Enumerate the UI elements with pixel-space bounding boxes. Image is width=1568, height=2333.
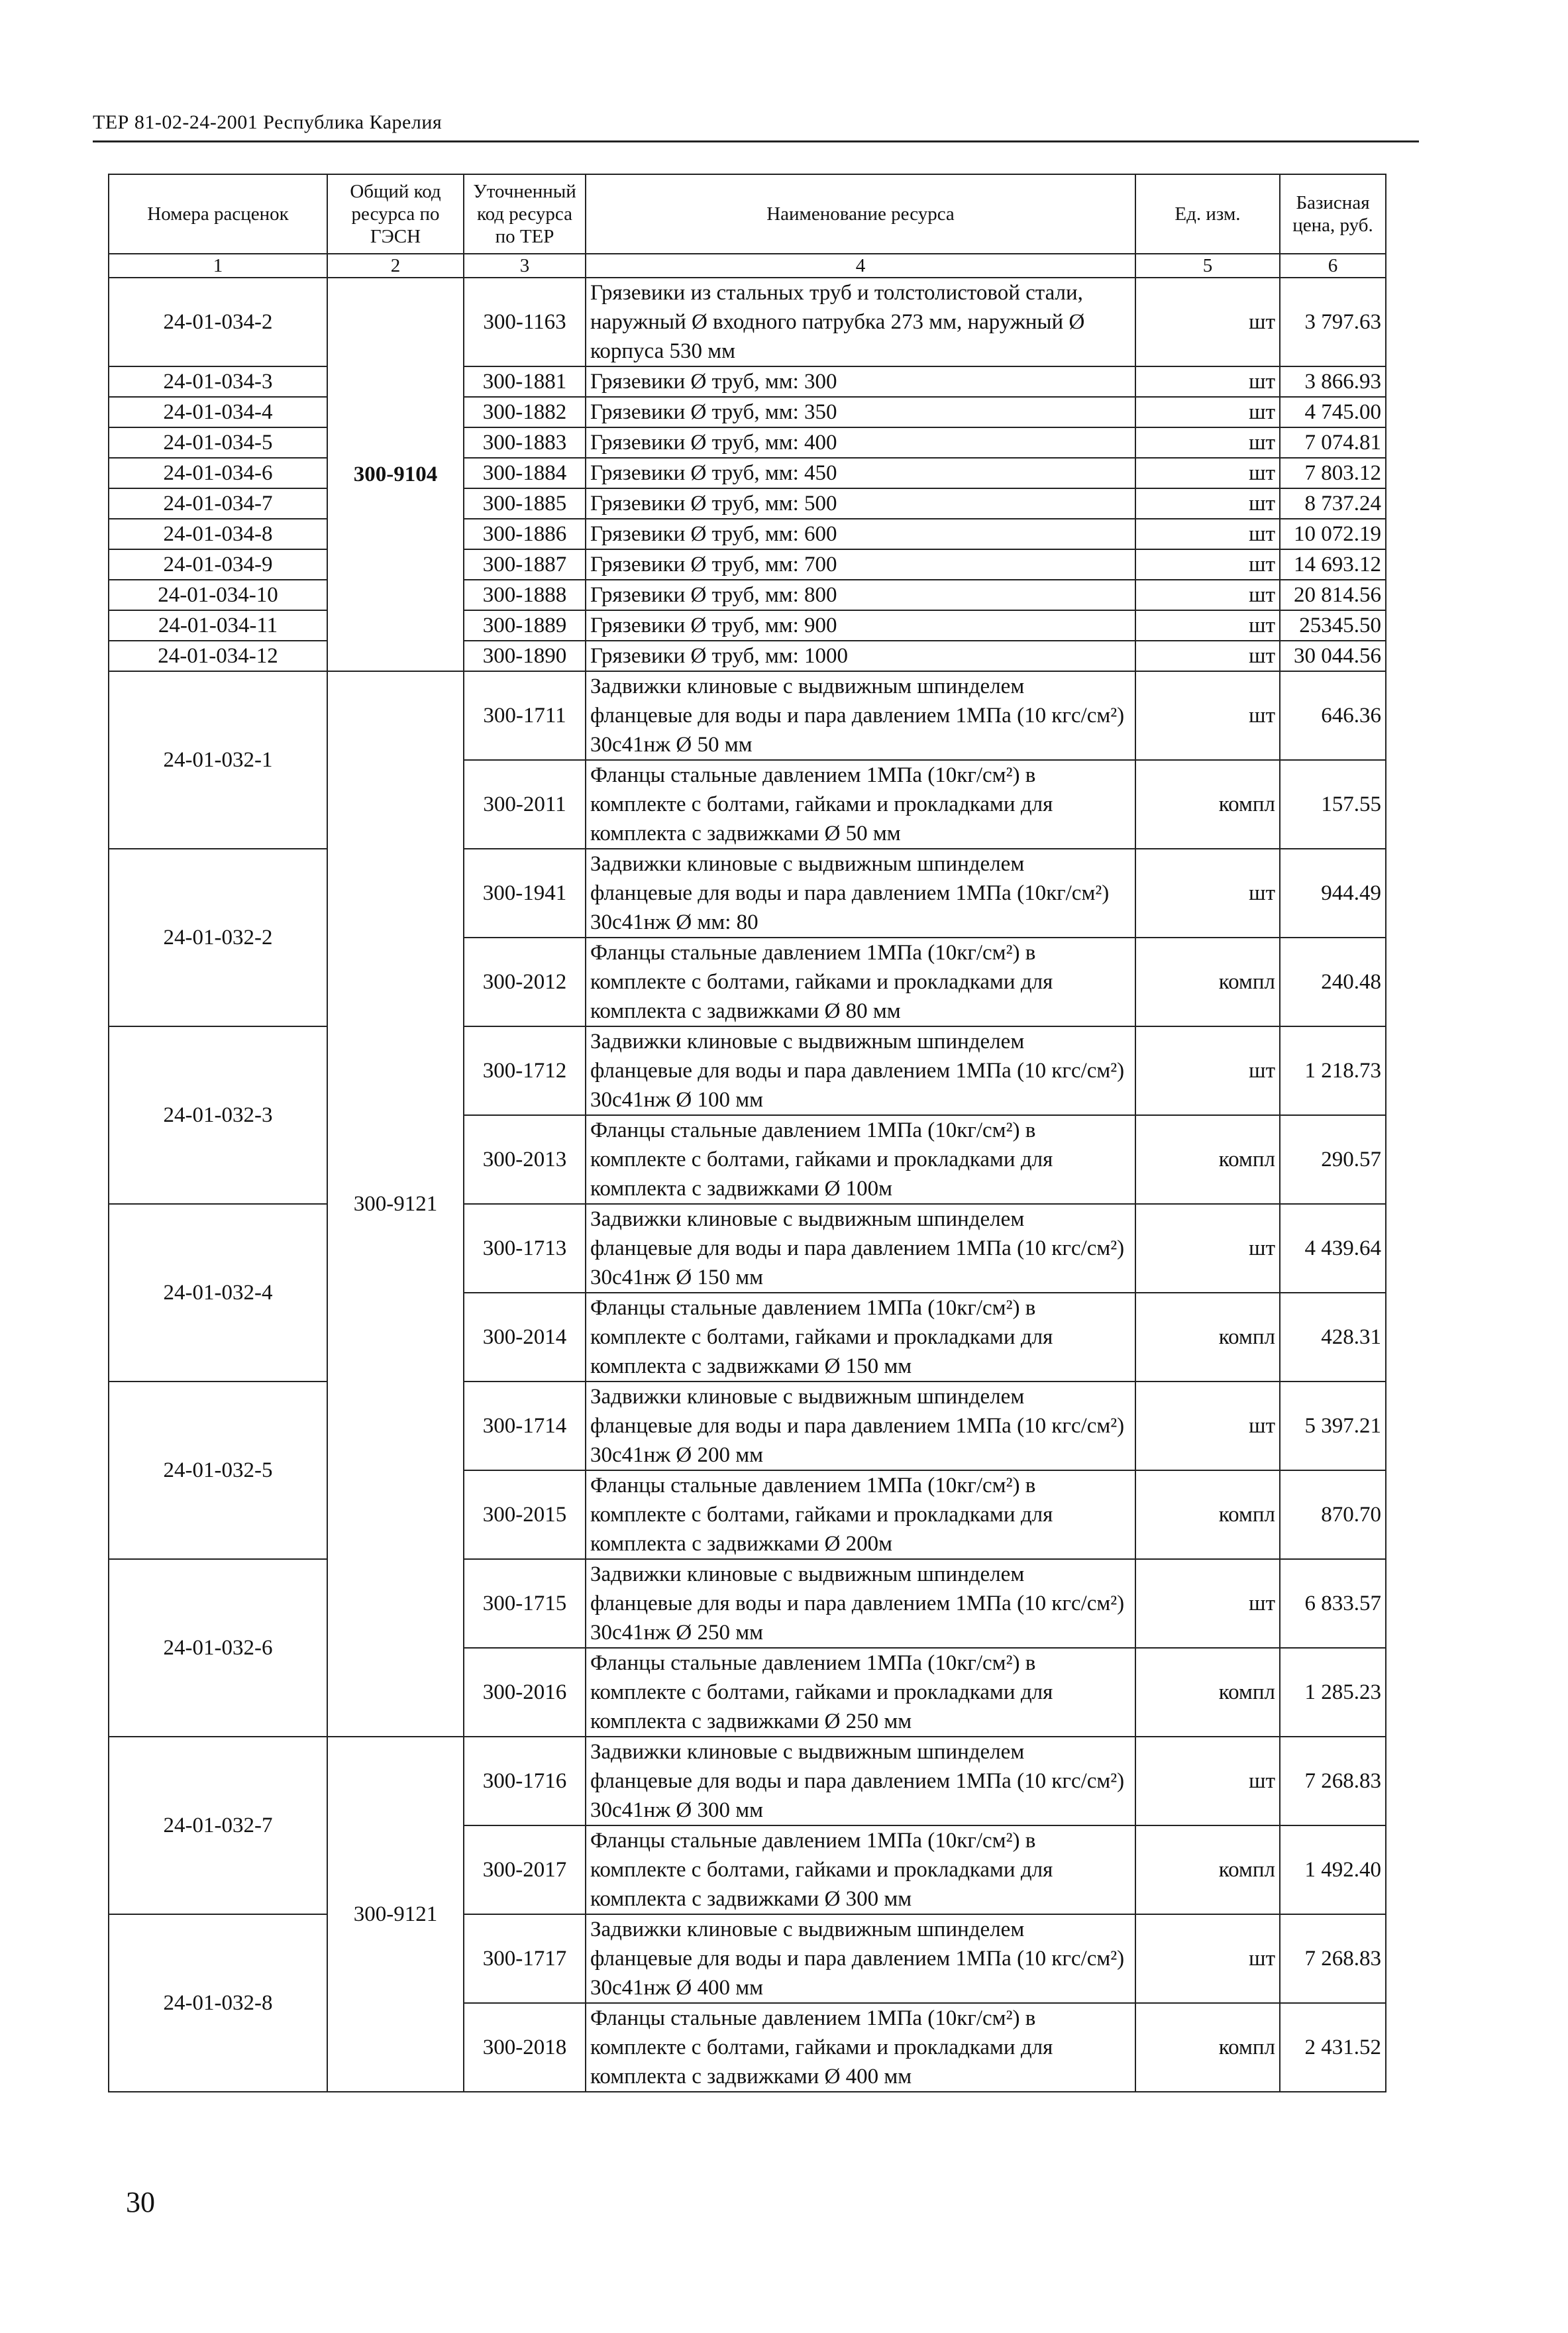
resource-name: Фланцы стальные давлением 1МПа (10кг/см²) в комплекте с болтами, гайками и прокладками для комплекта с задвижками Ø 200м: [586, 1470, 1135, 1559]
unit: компл: [1135, 760, 1280, 849]
unit: компл: [1135, 938, 1280, 1026]
base-price: 240.48: [1280, 938, 1386, 1026]
resource-code: 300-1716: [464, 1737, 586, 1825]
table-row: [109, 641, 1386, 671]
resource-name: Задвижки клиновые с выдвижным шпинделем фланцевые для воды и пара давлением 1МПа (10 кгс/см²) 30с41нж Ø 250 мм: [586, 1559, 1135, 1648]
unit: шт: [1135, 366, 1280, 397]
resource-code: 300-1888: [464, 580, 586, 610]
resource-code: 300-1881: [464, 366, 586, 397]
resource-code: 300-1889: [464, 610, 586, 641]
unit: шт: [1135, 1914, 1280, 2003]
base-price: 8 737.24: [1280, 488, 1386, 519]
gesn-code: 300-9104: [327, 278, 464, 671]
table-row: [109, 671, 1386, 760]
rate-code: 24-01-034-10: [109, 580, 327, 610]
unit: шт: [1135, 1382, 1280, 1470]
resource-name: Грязевики из стальных труб и толстолистовой стали, наружный Ø входного патрубка 273 мм, наружный Ø корпуса 530 мм: [586, 278, 1135, 366]
col-header: Базисная цена, руб.: [1280, 174, 1386, 254]
rate-code: 24-01-034-4: [109, 397, 327, 427]
unit: шт: [1135, 1559, 1280, 1648]
rate-code: 24-01-032-3: [109, 1026, 327, 1204]
base-price: 30 044.56: [1280, 641, 1386, 671]
resource-name: Грязевики Ø труб, мм: 450: [586, 458, 1135, 488]
base-price: 10 072.19: [1280, 519, 1386, 549]
base-price: 7 268.83: [1280, 1914, 1386, 2003]
rate-code: 24-01-034-7: [109, 488, 327, 519]
table-row: [109, 1559, 1386, 1648]
resource-code: 300-1715: [464, 1559, 586, 1648]
resource-name: Задвижки клиновые с выдвижным шпинделем фланцевые для воды и пара давлением 1МПа (10 кгс/см²) 30с41нж Ø 100 мм: [586, 1026, 1135, 1115]
resource-code: 300-1887: [464, 549, 586, 580]
col-number: 6: [1280, 254, 1386, 278]
rate-code: 24-01-032-7: [109, 1737, 327, 1914]
table-row: [109, 1204, 1386, 1293]
base-price: 428.31: [1280, 1293, 1386, 1382]
unit: компл: [1135, 2003, 1280, 2092]
rate-code: 24-01-032-1: [109, 671, 327, 849]
table-row: [109, 366, 1386, 397]
unit: шт: [1135, 488, 1280, 519]
base-price: 1 218.73: [1280, 1026, 1386, 1115]
rate-code: 24-01-034-8: [109, 519, 327, 549]
base-price: 157.55: [1280, 760, 1386, 849]
base-price: 7 268.83: [1280, 1737, 1386, 1825]
resource-name: Фланцы стальные давлением 1МПа (10кг/см²) в комплекте с болтами, гайками и прокладками для комплекта с задвижками Ø 50 мм: [586, 760, 1135, 849]
rate-code: 24-01-032-8: [109, 1914, 327, 2092]
rate-code: 24-01-032-4: [109, 1204, 327, 1382]
base-price: 1 492.40: [1280, 1825, 1386, 1914]
resource-name: Задвижки клиновые с выдвижным шпинделем фланцевые для воды и пара давлением 1МПа (10 кгс/см²) 30с41нж Ø 150 мм: [586, 1204, 1135, 1293]
resource-code: 300-1890: [464, 641, 586, 671]
resource-name: Грязевики Ø труб, мм: 900: [586, 610, 1135, 641]
unit: шт: [1135, 549, 1280, 580]
col-number: 2: [327, 254, 464, 278]
unit: шт: [1135, 1026, 1280, 1115]
base-price: 7 074.81: [1280, 427, 1386, 458]
resource-name: Фланцы стальные давлением 1МПа (10кг/см²) в комплекте с болтами, гайками и прокладками для комплекта с задвижками Ø 250 мм: [586, 1648, 1135, 1737]
base-price: 25345.50: [1280, 610, 1386, 641]
resource-code: 300-1713: [464, 1204, 586, 1293]
resource-name: Фланцы стальные давлением 1МПа (10кг/см²) в комплекте с болтами, гайками и прокладками для комплекта с задвижками Ø 100м: [586, 1115, 1135, 1204]
base-price: 3 797.63: [1280, 278, 1386, 366]
resource-name: Грязевики Ø труб, мм: 300: [586, 366, 1135, 397]
resource-price-table: [108, 174, 1386, 2092]
resource-name: Фланцы стальные давлением 1МПа (10кг/см²) в комплекте с болтами, гайками и прокладками для комплекта с задвижками Ø 80 мм: [586, 938, 1135, 1026]
resource-name: Грязевики Ø труб, мм: 1000: [586, 641, 1135, 671]
base-price: 4 439.64: [1280, 1204, 1386, 1293]
gesn-code: 300-9121: [327, 671, 464, 1737]
resource-code: 300-1711: [464, 671, 586, 760]
resource-code: 300-1941: [464, 849, 586, 938]
unit: компл: [1135, 1470, 1280, 1559]
base-price: 3 866.93: [1280, 366, 1386, 397]
rate-code: 24-01-034-3: [109, 366, 327, 397]
unit: компл: [1135, 1115, 1280, 1204]
resource-code: 300-2018: [464, 2003, 586, 2092]
resource-code: 300-2012: [464, 938, 586, 1026]
col-number: 3: [464, 254, 586, 278]
rate-code: 24-01-034-6: [109, 458, 327, 488]
resource-name: Грязевики Ø труб, мм: 700: [586, 549, 1135, 580]
base-price: 290.57: [1280, 1115, 1386, 1204]
resource-name: Фланцы стальные давлением 1МПа (10кг/см²) в комплекте с болтами, гайками и прокладками для комплекта с задвижками Ø 400 мм: [586, 2003, 1135, 2092]
resource-name: Задвижки клиновые с выдвижным шпинделем фланцевые для воды и пара давлением 1МПа (10 кгс/см²) 30с41нж Ø 200 мм: [586, 1382, 1135, 1470]
unit: шт: [1135, 671, 1280, 760]
unit: шт: [1135, 1737, 1280, 1825]
col-number: 5: [1135, 254, 1280, 278]
rate-code: 24-01-034-9: [109, 549, 327, 580]
unit: шт: [1135, 1204, 1280, 1293]
resource-code: 300-2016: [464, 1648, 586, 1737]
table-row: [109, 519, 1386, 549]
table-row: [109, 1737, 1386, 1825]
resource-name: Грязевики Ø труб, мм: 500: [586, 488, 1135, 519]
base-price: 870.70: [1280, 1470, 1386, 1559]
table-row: [109, 1914, 1386, 2003]
resource-name: Грязевики Ø труб, мм: 600: [586, 519, 1135, 549]
running-header: ТЕР 81-02-24-2001 Республика Карелия: [93, 111, 443, 133]
rate-code: 24-01-034-5: [109, 427, 327, 458]
table-row: [109, 849, 1386, 938]
unit: компл: [1135, 1825, 1280, 1914]
unit: шт: [1135, 427, 1280, 458]
rate-code: 24-01-034-12: [109, 641, 327, 671]
resource-code: 300-2015: [464, 1470, 586, 1559]
base-price: 2 431.52: [1280, 2003, 1386, 2092]
base-price: 944.49: [1280, 849, 1386, 938]
base-price: 14 693.12: [1280, 549, 1386, 580]
table-row: [109, 610, 1386, 641]
resource-name: Грязевики Ø труб, мм: 400: [586, 427, 1135, 458]
resource-code: 300-1882: [464, 397, 586, 427]
rate-code: 24-01-034-11: [109, 610, 327, 641]
rate-code: 24-01-032-2: [109, 849, 327, 1026]
table-row: [109, 427, 1386, 458]
base-price: 646.36: [1280, 671, 1386, 760]
table-row: [109, 1026, 1386, 1115]
resource-name: Фланцы стальные давлением 1МПа (10кг/см²) в комплекте с болтами, гайками и прокладками для комплекта с задвижками Ø 150 мм: [586, 1293, 1135, 1382]
col-number: 4: [586, 254, 1135, 278]
resource-name: Фланцы стальные давлением 1МПа (10кг/см²) в комплекте с болтами, гайками и прокладками для комплекта с задвижками Ø 300 мм: [586, 1825, 1135, 1914]
resource-name: Грязевики Ø труб, мм: 800: [586, 580, 1135, 610]
header-rule: [93, 140, 1419, 142]
col-number: 1: [109, 254, 327, 278]
table-row: [109, 580, 1386, 610]
unit: шт: [1135, 397, 1280, 427]
resource-code: 300-2014: [464, 1293, 586, 1382]
resource-code: 300-2011: [464, 760, 586, 849]
resource-name: Задвижки клиновые с выдвижным шпинделем фланцевые для воды и пара давлением 1МПа (10 кгс/см²) 30с41нж Ø 400 мм: [586, 1914, 1135, 2003]
unit: шт: [1135, 519, 1280, 549]
table-row: [109, 488, 1386, 519]
gesn-code: 300-9121: [327, 1737, 464, 2092]
table-header-row: [109, 174, 1386, 254]
col-header: Уточненный код ресурса по ТЕР: [464, 174, 586, 254]
table-row: [109, 458, 1386, 488]
base-price: 7 803.12: [1280, 458, 1386, 488]
rate-code: 24-01-034-2: [109, 278, 327, 366]
base-price: 5 397.21: [1280, 1382, 1386, 1470]
resource-code: 300-2017: [464, 1825, 586, 1914]
resource-code: 300-1712: [464, 1026, 586, 1115]
rate-code: 24-01-032-6: [109, 1559, 327, 1737]
base-price: 20 814.56: [1280, 580, 1386, 610]
page-number: 30: [126, 2186, 155, 2218]
resource-code: 300-1883: [464, 427, 586, 458]
resource-code: 300-1717: [464, 1914, 586, 2003]
resource-name: Задвижки клиновые с выдвижным шпинделем фланцевые для воды и пара давлением 1МПа (10кг/см²) 30с41нж Ø мм: 80: [586, 849, 1135, 938]
table-row: [109, 1382, 1386, 1470]
table-row: [109, 549, 1386, 580]
unit: шт: [1135, 458, 1280, 488]
resource-code: 300-1714: [464, 1382, 586, 1470]
resource-code: 300-2013: [464, 1115, 586, 1204]
unit: компл: [1135, 1648, 1280, 1737]
col-header: Общий код ресурса по ГЭСН: [327, 174, 464, 254]
col-header: Ед. изм.: [1135, 174, 1280, 254]
col-header: Наименование ресурса: [586, 174, 1135, 254]
unit: шт: [1135, 278, 1280, 366]
resource-name: Грязевики Ø труб, мм: 350: [586, 397, 1135, 427]
unit: шт: [1135, 641, 1280, 671]
resource-name: Задвижки клиновые с выдвижным шпинделем фланцевые для воды и пара давлением 1МПа (10 кгс/см²) 30с41нж Ø 50 мм: [586, 671, 1135, 760]
base-price: 1 285.23: [1280, 1648, 1386, 1737]
base-price: 4 745.00: [1280, 397, 1386, 427]
table-row: [109, 278, 1386, 366]
resource-name: Задвижки клиновые с выдвижным шпинделем фланцевые для воды и пара давлением 1МПа (10 кгс/см²) 30с41нж Ø 300 мм: [586, 1737, 1135, 1825]
unit: шт: [1135, 610, 1280, 641]
resource-code: 300-1163: [464, 278, 586, 366]
rate-code: 24-01-032-5: [109, 1382, 327, 1559]
table-row: [109, 397, 1386, 427]
resource-code: 300-1886: [464, 519, 586, 549]
unit: компл: [1135, 1293, 1280, 1382]
resource-code: 300-1884: [464, 458, 586, 488]
col-header: Номера расценок: [109, 174, 327, 254]
unit: шт: [1135, 849, 1280, 938]
column-number-row: [109, 254, 1386, 278]
resource-code: 300-1885: [464, 488, 586, 519]
unit: шт: [1135, 580, 1280, 610]
base-price: 6 833.57: [1280, 1559, 1386, 1648]
